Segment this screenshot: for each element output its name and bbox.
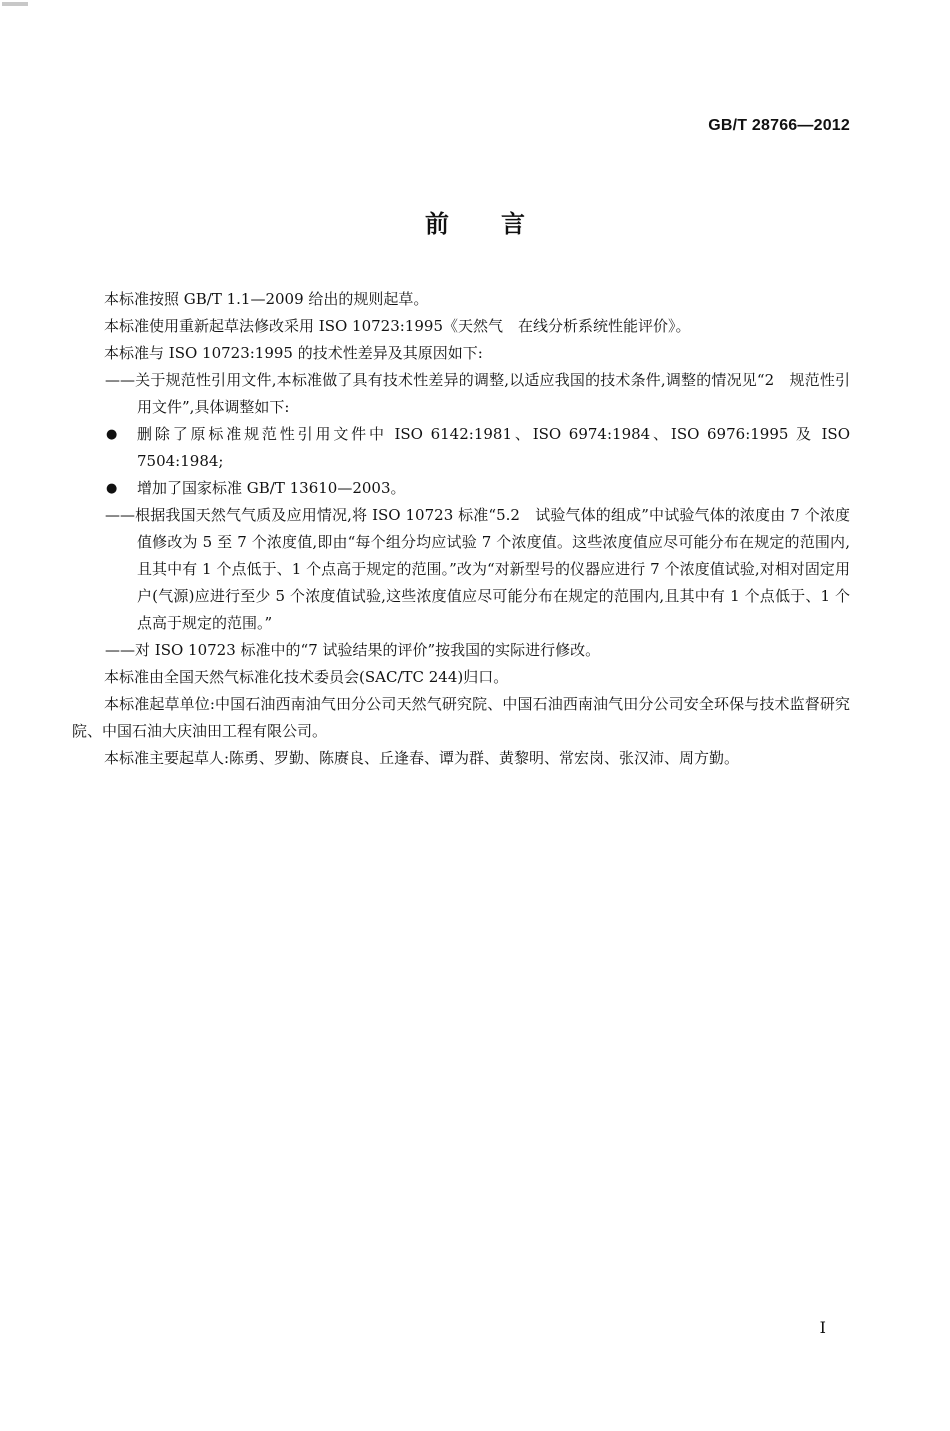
paragraph-drafting-rules: 本标准按照 GB/T 1.1—2009 给出的规则起草。 [104, 290, 429, 308]
dash-item-evaluation-of-results: ——对 ISO 10723 标准中的“7 试验结果的评价”按我国的实际进行修改。 [105, 641, 601, 659]
bullet-item-text: 删除了原标准规范性引用文件中 ISO 6142:1981、ISO 6974:1984、ISO 6976:1995 及 ISO 7504:1984; [137, 425, 850, 470]
page-title: 前言 [425, 210, 577, 238]
paragraph-adoption: 本标准使用重新起草法修改采用 ISO 10723:1995《天然气 在线分析系统性能评价》。 [104, 317, 691, 335]
page-number: I [819, 1318, 826, 1337]
dash-item-normative-references: ——关于规范性引用文件,本标准做了具有技术性差异的调整,以适应我国的技术条件,调整的情况见“2 规范性引用文件”,具体调整如下: [105, 371, 850, 416]
scan-artifact [2, 2, 28, 6]
bullet-item-text: 增加了国家标准 GB/T 13610—2003。 [137, 479, 406, 497]
dash-item-test-gas-concentrations: ——根据我国天然气气质及应用情况,将 ISO 10723 标准“5.2 试验气体的组成”中试验气体的浓度由 7 个浓度值修改为 5 至 7 个浓度值,即由“每个组分均应试验 7 个浓度值。这些浓度值应尽可能分布在规定的范围内,且其中有 1 个点低于、1 个点高于规定的范围。”改为“对新型号的仪器应进行 7 个浓度值试验,对相对固定用户(气源)应进行至少 5 个浓度值试验,这些浓度值应尽可能分布在规定的范围内,且其中有 1 个点低于、1 个点高于规定的范围。” [105, 506, 850, 632]
paragraph-drafters: 本标准主要起草人:陈勇、罗勤、陈赓良、丘逢春、谭为群、黄黎明、常宏岗、张汉沛、周方勤。 [104, 749, 740, 767]
bullet-item-deleted-references [72, 421, 850, 475]
bullet-item-added-reference [72, 475, 850, 502]
paragraph-technical-committee: 本标准由全国天然气标准化技术委员会(SAC/TC 244)归口。 [104, 668, 509, 686]
foreword-body [72, 286, 850, 772]
bullet-icon: ● [106, 481, 118, 496]
paragraph-drafting-organizations: 本标准起草单位:中国石油西南油气田分公司天然气研究院、中国石油西南油气田分公司安全环保与技术监督研究院、中国石油大庆油田工程有限公司。 [72, 695, 850, 740]
bullet-icon: ● [106, 427, 118, 442]
paragraph-differences-intro: 本标准与 ISO 10723:1995 的技术性差异及其原因如下: [104, 344, 483, 362]
standard-number: GB/T 28766—2012 [708, 117, 850, 134]
